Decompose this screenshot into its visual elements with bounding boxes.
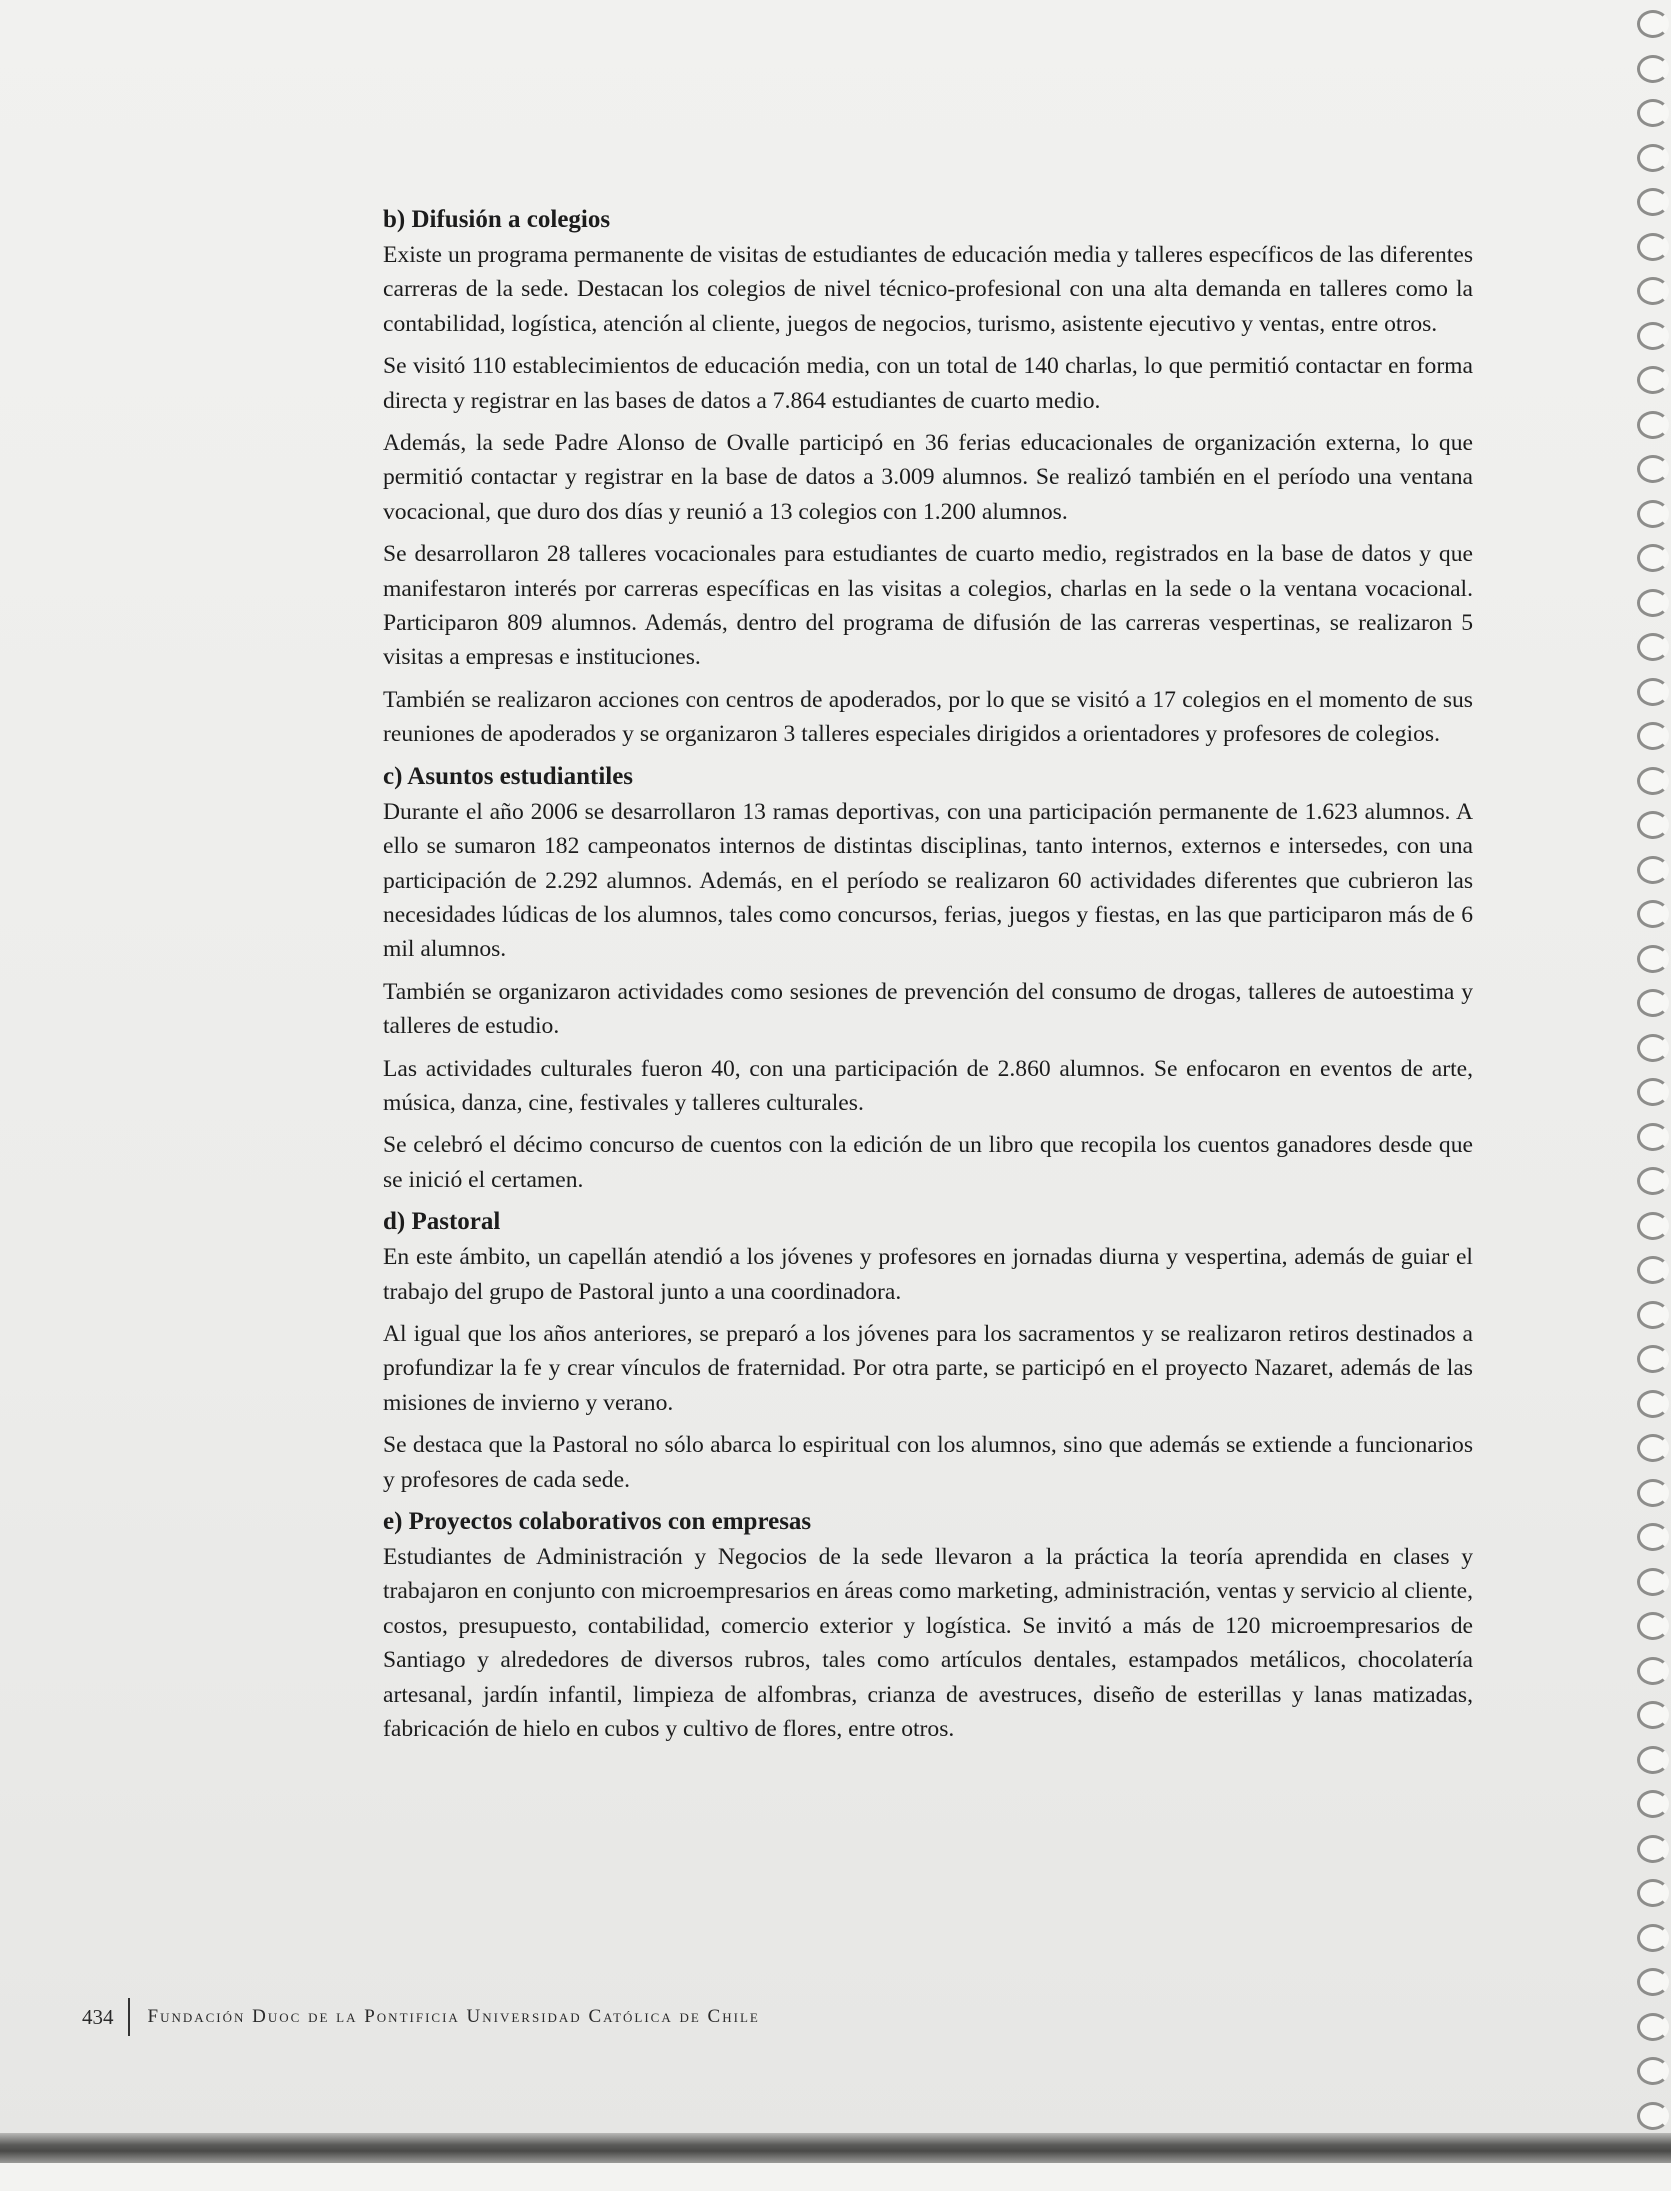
binding-ring xyxy=(1637,1256,1669,1284)
paragraph: Se destaca que la Pastoral no sólo abarca lo espiritual con los alumnos, sino que además se extiende a funcionarios y profesores de cada sede. xyxy=(383,1432,1473,1493)
paragraph: También se realizaron acciones con centros de apoderados, por lo que se visitó a 17 colegios en el momento de sus reuniones de apoderados y se organizaron 3 talleres especiales dirigidos a orientadores y profesores de colegios. xyxy=(383,686,1473,748)
binding-ring xyxy=(1637,1657,1669,1685)
binding-ring xyxy=(1637,10,1669,38)
binding-ring xyxy=(1637,767,1669,795)
binding-ring xyxy=(1637,1879,1669,1907)
binding-ring xyxy=(1637,1345,1669,1373)
paragraph: Estudiantes de Administración y Negocios de la sede llevaron a la práctica la teoría aprendida en clases y trabajaron en conjunto con microempresarios en áreas como marketing, administración, ventas y servicio al cliente, costos, presupuesto, contabilidad, comercio exterior y logística. Se invitó a más de 120 microempresarios de Santiago y alrededores de diversos rubros, tales como artículos dentales, estampados metálicos, chocolatería artesanal, jardín infantil, limpieza de alfombras, crianza de avestruces, diseño de esterillas y lanas matizadas, fabricación de hielo en cubos y cultivo de flores, entre otros. xyxy=(383,1544,1473,1743)
binding-ring xyxy=(1637,589,1669,617)
binding-ring xyxy=(1637,188,1669,216)
binding-ring xyxy=(1637,366,1669,394)
binding-ring xyxy=(1637,1968,1669,1996)
binding-ring xyxy=(1637,455,1669,483)
footer-divider xyxy=(128,1998,130,2036)
paragraph: Se celebró el décimo concurso de cuentos con la edición de un libro que recopila los cuentos ganadores desde que se inició el certamen. xyxy=(383,1132,1473,1193)
binding-ring xyxy=(1637,856,1669,884)
binding-ring xyxy=(1637,900,1669,928)
binding-ring xyxy=(1637,1301,1669,1329)
page-footer xyxy=(82,1997,760,2037)
binding-ring xyxy=(1637,233,1669,261)
paragraph: Se visitó 110 establecimientos de educación media, con un total de 140 charlas, lo que permitió contactar en forma directa y registrar en las bases de datos a 7.864 estudiantes de cuarto medio. xyxy=(383,353,1473,414)
section-title: c) Asuntos estudiantiles xyxy=(383,762,634,790)
page-number: 434 xyxy=(82,2004,114,2029)
binding-ring xyxy=(1637,945,1669,973)
paragraph: En este ámbito, un capellán atendió a los jóvenes y profesores en jornadas diurna y vespertina, además de guiar el trabajo del grupo de Pastoral junto a una coordinadora. xyxy=(383,1244,1473,1305)
paragraph: Existe un programa permanente de visitas de estudiantes de educación media y talleres específicos de las diferentes carreras de la sede. Destacan los colegios de nivel técnico-profesional con una alta demanda en talleres como la contabilidad, logística, atención al cliente, juegos de negocios, turismo, asistente ejecutivo y ventas, entre otros. xyxy=(383,242,1473,337)
binding-ring xyxy=(1637,1924,1669,1952)
binding-ring xyxy=(1637,1835,1669,1863)
binding-ring xyxy=(1637,811,1669,839)
binding-ring xyxy=(1637,989,1669,1017)
page-body xyxy=(383,203,1473,1754)
binding-ring xyxy=(1637,633,1669,661)
section-proyectos-colaborativos xyxy=(383,1505,1473,1746)
binding-ring xyxy=(1637,678,1669,706)
binding-ring xyxy=(1637,2057,1669,2085)
section-difusion-colegios xyxy=(383,203,1473,752)
binding-ring xyxy=(1637,1034,1669,1062)
section-pastoral xyxy=(383,1205,1473,1497)
paragraph: Además, la sede Padre Alonso de Ovalle participó en 36 ferias educacionales de organización externa, lo que permitió contactar y registrar en la base de datos a 3.009 alumnos. Se realizó también en el período una ventana vocacional, que duro dos días y reunió a 13 colegios con 1.200 alumnos. xyxy=(383,430,1473,525)
binding-ring xyxy=(1637,1167,1669,1195)
binding-ring xyxy=(1637,144,1669,172)
binding-ring xyxy=(1637,2013,1669,2041)
binding-ring xyxy=(1637,1746,1669,1774)
paragraph: Durante el año 2006 se desarrollaron 13 ramas deportivas, con una participación permanente de 1.623 alumnos. A ello se sumaron 182 campeonatos internos de distintas disciplinas, tanto internos, externos e intersedes, con una participación de 2.292 alumnos. Además, en el período se realizaron 60 actividades diferentes que cubrieron las necesidades lúdicas de los alumnos, tales como concursos, ferias, juegos y fiestas, en las que participaron más de 6 mil alumnos. xyxy=(383,798,1473,963)
binding-ring xyxy=(1637,1612,1669,1640)
binding-ring xyxy=(1637,277,1669,305)
binding-ring xyxy=(1637,1078,1669,1106)
binding-ring xyxy=(1637,411,1669,439)
binding-ring xyxy=(1637,1123,1669,1151)
section-asuntos-estudiantiles xyxy=(383,760,1473,1197)
binding-ring xyxy=(1637,1568,1669,1596)
binding-ring xyxy=(1637,1434,1669,1462)
binding-ring xyxy=(1637,544,1669,572)
section-title: b) Difusión a colegios xyxy=(383,206,611,233)
binding-ring xyxy=(1637,322,1669,350)
binding-ring xyxy=(1637,2102,1669,2130)
binding-ring xyxy=(1637,1479,1669,1507)
paragraph: Las actividades culturales fueron 40, con una participación de 2.860 alumnos. Se enfocaron en eventos de arte, música, danza, cine, festivales y talleres culturales. xyxy=(383,1055,1473,1116)
binding-ring xyxy=(1637,99,1669,127)
section-title: d) Pastoral xyxy=(383,1208,501,1236)
binding-ring xyxy=(1637,55,1669,83)
binding-ring xyxy=(1637,1701,1669,1729)
binding-ring xyxy=(1637,500,1669,528)
binding-ring xyxy=(1637,1523,1669,1551)
binding-ring xyxy=(1637,1790,1669,1818)
binding-ring xyxy=(1637,1390,1669,1418)
footer-publisher: Fundación Duoc de la Pontificia Universidad Católica de Chile xyxy=(147,2006,760,2027)
paragraph: También se organizaron actividades como sesiones de prevención del consumo de drogas, talleres de autoestima y talleres de estudio. xyxy=(383,978,1473,1040)
binding-strip xyxy=(0,2133,1671,2163)
paragraph: Se desarrollaron 28 talleres vocacionales para estudiantes de cuarto medio, registrados en la base de datos y que manifestaron interés por carreras específicas en las visitas a colegios, charlas en la sede o la ventana vocacional. Participaron 809 alumnos. Además, dentro del programa de difusión de las carreras vespertinas, se realizaron 5 visitas a empresas e instituciones. xyxy=(383,541,1473,671)
binding-ring xyxy=(1637,1212,1669,1240)
paragraph: Al igual que los años anteriores, se preparó a los jóvenes para los sacramentos y se realizaron retiros destinados a profundizar la fe y crear vínculos de fraternidad. Por otra parte, se participó en el proyecto Nazaret, además de las misiones de invierno y verano. xyxy=(383,1320,1473,1416)
binding-edge xyxy=(0,2163,1671,2191)
binding-ring xyxy=(1637,722,1669,750)
section-title: e) Proyectos colaborativos con empresas xyxy=(383,1508,812,1535)
